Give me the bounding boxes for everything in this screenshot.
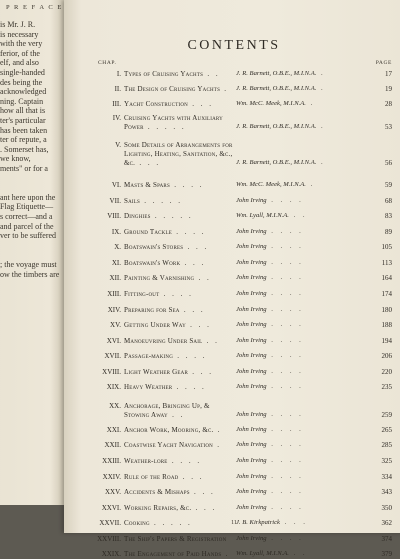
author-leader-dots: . . . . bbox=[266, 457, 304, 464]
chapter-title-text: Light Weather Gear bbox=[124, 368, 189, 376]
chapter-title-text: Some Details of Arrangements for Lighting, Heating, Sanitation, &c., &c. bbox=[124, 141, 233, 167]
page-number: 188 bbox=[381, 321, 392, 329]
chapter-title bbox=[124, 457, 234, 466]
chapter-number: XVI. bbox=[106, 337, 121, 345]
chapter-author bbox=[236, 321, 354, 328]
chapter-title-text: Types of Cruising Yachts bbox=[124, 70, 204, 78]
left-page-line: . Somerset has, bbox=[0, 144, 49, 154]
chapter-title bbox=[124, 473, 234, 482]
chapter-number: XIII. bbox=[107, 290, 121, 298]
title-leader-dots: . . . bbox=[188, 368, 214, 376]
author-leader-dots: . . . . bbox=[266, 306, 304, 313]
chapter-title bbox=[124, 114, 234, 132]
chapter-title-text: Boatswain's Work bbox=[124, 259, 181, 267]
chapter-title-text: Boatswain's Stores bbox=[124, 243, 184, 251]
author-leader-dots: . . . . bbox=[266, 473, 304, 480]
author-leader-dots: . . . bbox=[279, 519, 308, 526]
page-number: 343 bbox=[381, 488, 392, 496]
page-number: 374 bbox=[381, 535, 392, 543]
chapter-title bbox=[124, 243, 234, 252]
title-leader-dots: . . . bbox=[178, 473, 204, 481]
author-name: Wm. McC. Meek, M.I.N.A. bbox=[236, 181, 306, 188]
chapter-author bbox=[236, 123, 354, 130]
author-leader-dots: . bbox=[316, 85, 326, 92]
title-leader-dots: . . . . bbox=[167, 457, 202, 465]
author-name: Wm. McC. Meek, M.I.N.A. bbox=[236, 100, 306, 107]
chapter-author bbox=[236, 383, 354, 390]
chapter-author bbox=[236, 535, 354, 542]
chapter-title bbox=[124, 259, 234, 268]
author-leader-dots: . . . . bbox=[266, 228, 304, 235]
chapter-author bbox=[236, 368, 354, 375]
author-leader-dots: . . . . bbox=[266, 383, 304, 390]
left-page-line: ant here upon the bbox=[0, 192, 56, 202]
chapter-title-text: Coastwise Yacht Navigation bbox=[124, 441, 213, 449]
chapter-title-text: The Engagement of Paid Hands bbox=[124, 550, 222, 558]
author-name: John Irving bbox=[236, 228, 267, 235]
chapter-title bbox=[124, 306, 234, 315]
chapter-title bbox=[124, 337, 234, 346]
chapter-number: III. bbox=[112, 100, 121, 108]
chapter-author bbox=[236, 290, 354, 297]
chapter-number: VI. bbox=[111, 181, 121, 189]
chapter-title bbox=[124, 290, 234, 299]
author-name: John Irving bbox=[236, 352, 267, 359]
page-number: 325 bbox=[381, 457, 392, 465]
page-number: 56 bbox=[385, 159, 392, 167]
chapter-author bbox=[236, 426, 354, 433]
chapter-number: XXII. bbox=[104, 441, 121, 449]
left-page-line: ow the timbers are bbox=[0, 269, 60, 279]
chapter-author bbox=[236, 243, 354, 250]
chapter-title-text: Rule of the Road bbox=[124, 473, 179, 481]
page-number: 105 bbox=[381, 243, 392, 251]
page-number: 379 bbox=[381, 550, 392, 558]
author-leader-dots: . . . . bbox=[266, 337, 304, 344]
left-page-line: ning. Captain bbox=[0, 96, 44, 106]
title-leader-dots: . . . . . bbox=[140, 197, 183, 205]
chapter-title-text: Sails bbox=[124, 197, 141, 205]
chapter-title-text: Heavy Weather bbox=[124, 383, 173, 391]
page-number: 285 bbox=[381, 441, 392, 449]
chapter-title bbox=[124, 426, 234, 435]
chapter-title bbox=[124, 141, 234, 168]
left-page-line: ferior, of the bbox=[0, 48, 40, 58]
chapter-title-text: Anchorage, Bringing Up, & Stowing Away bbox=[124, 402, 210, 419]
title-leader-dots: . . bbox=[202, 337, 220, 345]
chapter-number: XXIX. bbox=[101, 550, 121, 558]
chapter-title-text: Masts & Spars bbox=[124, 181, 170, 189]
author-name: John Irving bbox=[236, 473, 267, 480]
chapter-author bbox=[236, 159, 354, 166]
chapter-number: XIV. bbox=[107, 306, 121, 314]
chapter-number: XVII. bbox=[104, 352, 121, 360]
author-leader-dots: . . . . bbox=[266, 441, 304, 448]
author-name: John Irving bbox=[236, 337, 267, 344]
title-leader-dots: . . . . . bbox=[149, 519, 193, 527]
author-name: Wm. Lyall, M.I.N.A. bbox=[236, 550, 289, 557]
left-page-line: acknowledged bbox=[0, 87, 47, 97]
chapter-title-text: Working Repairs, &c. bbox=[124, 504, 192, 512]
author-name: John Irving bbox=[236, 426, 267, 433]
chapter-title bbox=[124, 352, 234, 361]
chapter-title bbox=[124, 441, 234, 450]
chapter-number: XXIV. bbox=[102, 473, 121, 481]
left-page-running-head: P R E F A C E bbox=[6, 4, 63, 11]
chapter-author bbox=[236, 411, 354, 418]
author-leader-dots: . bbox=[305, 181, 316, 188]
left-page-line: ments" or for a bbox=[0, 164, 48, 173]
chapter-title bbox=[124, 321, 234, 330]
page-number: 53 bbox=[385, 123, 392, 131]
chapter-author bbox=[236, 441, 354, 448]
author-leader-dots: . bbox=[316, 159, 326, 166]
chapter-author bbox=[236, 197, 354, 204]
chapter-title bbox=[124, 402, 234, 420]
chapter-author bbox=[236, 274, 354, 281]
chapter-author bbox=[236, 70, 354, 77]
left-page-line: elf, and also bbox=[0, 58, 39, 68]
left-page-line: we know, bbox=[0, 154, 31, 164]
title-leader-dots: . . bbox=[203, 70, 221, 78]
author-leader-dots: . . . . bbox=[266, 535, 304, 542]
title-leader-dots: . . . bbox=[135, 159, 161, 167]
chapter-title bbox=[124, 488, 234, 497]
chapter-author bbox=[236, 228, 354, 235]
author-name: John Irving bbox=[236, 243, 267, 250]
title-leader-dots: . . bbox=[194, 274, 212, 282]
author-leader-dots: . bbox=[305, 100, 316, 107]
chapter-number: XII. bbox=[109, 274, 121, 282]
author-leader-dots: . . . . bbox=[266, 488, 304, 495]
chap-column-header: CHAP. bbox=[98, 60, 117, 66]
left-page-line: Flag Etiquette— bbox=[0, 202, 54, 212]
author-name: John Irving bbox=[236, 457, 267, 464]
chapter-number: V. bbox=[115, 141, 121, 149]
title-leader-dots: . . . . bbox=[173, 352, 208, 360]
chapter-title bbox=[124, 550, 234, 559]
title-leader-dots: . . . . bbox=[159, 290, 194, 298]
author-name: J. R. Barnett, O.B.E., M.I.N.A. bbox=[236, 123, 317, 130]
chapter-title bbox=[124, 197, 234, 206]
chapter-title bbox=[124, 100, 234, 109]
chapter-author bbox=[236, 337, 354, 344]
left-page-line: single-handed bbox=[0, 68, 45, 77]
page-number: 362 bbox=[381, 519, 392, 527]
chapter-author bbox=[236, 259, 354, 266]
chapter-author bbox=[236, 457, 354, 464]
chapter-title-text: Preparing for Sea bbox=[124, 306, 180, 314]
page-number: 17 bbox=[385, 70, 392, 78]
page-number: 89 bbox=[385, 228, 392, 236]
author-name: John Irving bbox=[236, 321, 267, 328]
title-leader-dots: . . . . bbox=[172, 383, 207, 391]
chapter-number: XVIII. bbox=[102, 368, 121, 376]
folio: 11 bbox=[231, 520, 237, 526]
chapter-title-text: Anchor Work, Mooring, &c. bbox=[124, 426, 214, 434]
chapter-number: VII. bbox=[109, 197, 121, 205]
chapter-author bbox=[236, 181, 354, 188]
author-leader-dots: . . bbox=[288, 212, 308, 219]
chapter-title-text: Dinghies bbox=[124, 212, 151, 220]
chapter-title-text: Accidents & Mishaps bbox=[124, 488, 190, 496]
chapter-number: VIII. bbox=[107, 212, 121, 220]
page-number: 164 bbox=[381, 274, 392, 282]
author-name: John Irving bbox=[236, 290, 267, 297]
chapter-number: XI. bbox=[111, 259, 121, 267]
chapter-number: XXVI. bbox=[101, 504, 121, 512]
left-page-line: ver to be suffered bbox=[0, 231, 57, 241]
left-page-line: ; the voyage must bbox=[0, 260, 57, 269]
title-leader-dots: . bbox=[212, 441, 222, 449]
author-leader-dots: . . . . bbox=[266, 197, 304, 204]
left-page-line: is Mr. J. R. bbox=[0, 20, 36, 29]
chapter-title bbox=[124, 85, 234, 94]
page-number: 19 bbox=[385, 85, 392, 93]
author-name: John Irving bbox=[236, 488, 267, 495]
chapter-number: IX. bbox=[111, 228, 121, 236]
chapter-title bbox=[124, 383, 234, 392]
chapter-author bbox=[236, 85, 354, 92]
chapter-number: XIX. bbox=[106, 383, 121, 391]
author-leader-dots: . . . . bbox=[266, 368, 304, 375]
page-number: 68 bbox=[385, 197, 392, 205]
chapter-title-text: The Design of Cruising Yachts bbox=[124, 85, 221, 93]
author-leader-dots: . . . . bbox=[266, 426, 304, 433]
page-number: 350 bbox=[381, 504, 392, 512]
chapter-number: IV. bbox=[112, 114, 121, 122]
left-page-line: s correct—and a bbox=[0, 212, 53, 221]
chapter-title-text: The Ship's Papers & Registration bbox=[124, 535, 227, 543]
author-leader-dots: . . . . bbox=[266, 411, 304, 418]
title-leader-dots: . . . bbox=[189, 488, 216, 496]
chapter-title-text: Painting & Varnishing bbox=[124, 274, 195, 282]
chapter-title-text: Weather-lore bbox=[124, 457, 168, 465]
author-name: John Irving bbox=[236, 535, 267, 542]
title-leader-dots: . . . . . bbox=[143, 123, 187, 131]
chapter-title bbox=[124, 212, 234, 221]
title-leader-dots: . . . bbox=[179, 306, 206, 314]
chapter-title-text: Yacht Construction bbox=[124, 100, 188, 108]
chapter-author bbox=[236, 473, 354, 480]
page-title: CONTENTS bbox=[187, 38, 281, 53]
page-number: 334 bbox=[381, 473, 392, 481]
author-leader-dots: . . . . bbox=[266, 504, 304, 511]
chapter-title bbox=[124, 368, 234, 377]
author-name: J. R. Barnett, O.B.E., M.I.N.A. bbox=[236, 85, 317, 92]
chapter-number: XXI. bbox=[106, 426, 121, 434]
author-leader-dots: . . . . bbox=[266, 321, 304, 328]
title-leader-dots: . . bbox=[167, 411, 185, 419]
title-leader-dots: . . . . bbox=[169, 181, 204, 189]
title-leader-dots: . . . bbox=[191, 504, 217, 512]
author-name: John Irving bbox=[236, 441, 267, 448]
page-number: 59 bbox=[385, 181, 392, 189]
author-leader-dots: . . . . bbox=[266, 290, 304, 297]
chapter-title-text: Manoeuvring Under Sail bbox=[124, 337, 203, 345]
left-page bbox=[0, 0, 65, 505]
page-number: 28 bbox=[385, 100, 392, 108]
chapter-title-text: Getting Under Way bbox=[124, 321, 186, 329]
chapter-title-text: Cooking bbox=[124, 519, 150, 527]
author-leader-dots: . bbox=[316, 70, 326, 77]
left-page-line: has been taken bbox=[0, 125, 48, 135]
chapter-title-text: Cruising Yachts with Auxiliary Power bbox=[124, 114, 223, 131]
title-leader-dots: . . . bbox=[185, 321, 212, 329]
left-page-line: des being the bbox=[0, 77, 43, 87]
chapter-title bbox=[124, 274, 234, 283]
chapter-number: XXIII. bbox=[102, 457, 121, 465]
chapter-number: XXVII. bbox=[99, 519, 121, 527]
title-leader-dots: . bbox=[221, 550, 230, 558]
title-leader-dots: . bbox=[220, 85, 229, 93]
left-page-line: is necessary bbox=[0, 29, 39, 39]
chapter-number: I. bbox=[116, 70, 121, 78]
author-name: John Irving bbox=[236, 411, 267, 418]
author-name: John Irving bbox=[236, 504, 267, 511]
chapter-number: XXV. bbox=[104, 488, 121, 496]
author-name: John Irving bbox=[236, 197, 267, 204]
page-column-header: PAGE bbox=[375, 60, 392, 66]
left-page-line: ter of repute, a bbox=[0, 135, 47, 145]
author-name: John Irving bbox=[236, 274, 267, 281]
contents-page bbox=[64, 0, 400, 558]
page-number: 265 bbox=[381, 426, 392, 434]
author-leader-dots: . . . . bbox=[266, 243, 304, 250]
chapter-author bbox=[236, 212, 354, 219]
author-name: J. R. Barnett, O.B.E., M.I.N.A. bbox=[236, 70, 317, 77]
left-page-line: ter's particular bbox=[0, 116, 46, 125]
chapter-title bbox=[124, 535, 234, 544]
chapter-author bbox=[236, 100, 354, 107]
chapter-author bbox=[236, 488, 354, 495]
title-leader-dots: . . . bbox=[183, 243, 209, 251]
author-leader-dots: . . . . bbox=[266, 352, 304, 359]
author-leader-dots: . . . . bbox=[266, 259, 304, 266]
chapter-title-text: Ground Tackle bbox=[124, 228, 172, 236]
chapter-title bbox=[124, 70, 234, 79]
left-page-line: how all that is bbox=[0, 106, 46, 116]
author-name: J. R. Barnett, O.B.E., M.I.N.A. bbox=[236, 159, 317, 166]
chapter-author bbox=[236, 550, 354, 557]
left-page-line: with the very bbox=[0, 39, 43, 49]
page-number: 194 bbox=[381, 337, 392, 345]
author-leader-dots: . . . . bbox=[266, 274, 304, 281]
page-number: 206 bbox=[381, 352, 392, 360]
chapter-title bbox=[124, 228, 234, 237]
chapter-number: X. bbox=[114, 243, 121, 251]
author-name: John Irving bbox=[236, 383, 267, 390]
author-leader-dots: . . bbox=[288, 550, 308, 557]
author-name: John Irving bbox=[236, 368, 267, 375]
title-leader-dots: . . . bbox=[180, 259, 206, 267]
chapter-number: II. bbox=[114, 85, 121, 93]
title-leader-dots: . . . bbox=[187, 100, 214, 108]
page-number: 180 bbox=[381, 306, 392, 314]
chapter-number: XXVIII. bbox=[97, 535, 121, 543]
chapter-number: XX. bbox=[109, 402, 121, 410]
page-number: 113 bbox=[381, 259, 392, 267]
title-leader-dots: . . . . . bbox=[150, 212, 194, 220]
chapter-author bbox=[236, 352, 354, 359]
chapter-author bbox=[236, 504, 354, 511]
chapter-author bbox=[236, 306, 354, 313]
chapter-title bbox=[124, 504, 234, 513]
page-number: 83 bbox=[385, 212, 392, 220]
page-number: 259 bbox=[381, 411, 392, 419]
author-name: John Irving bbox=[236, 259, 267, 266]
title-leader-dots: . . . . bbox=[172, 228, 206, 236]
left-page-line: and parcel of the bbox=[0, 221, 54, 231]
author-name: John Irving bbox=[236, 306, 267, 313]
author-leader-dots: . bbox=[316, 123, 326, 130]
author-name: Wm. Lyall, M.I.N.A. bbox=[236, 212, 289, 219]
page-number: 220 bbox=[381, 368, 392, 376]
chapter-title-text: Fitting-out bbox=[124, 290, 160, 298]
chapter-title-text: Passage-making bbox=[124, 352, 174, 360]
author-name: J. B. Kirkpatrick bbox=[236, 519, 280, 526]
title-leader-dots: . bbox=[213, 426, 223, 434]
page-number: 174 bbox=[381, 290, 392, 298]
chapter-number: XV. bbox=[110, 321, 121, 329]
chapter-title bbox=[124, 181, 234, 190]
page-number: 235 bbox=[381, 383, 392, 391]
